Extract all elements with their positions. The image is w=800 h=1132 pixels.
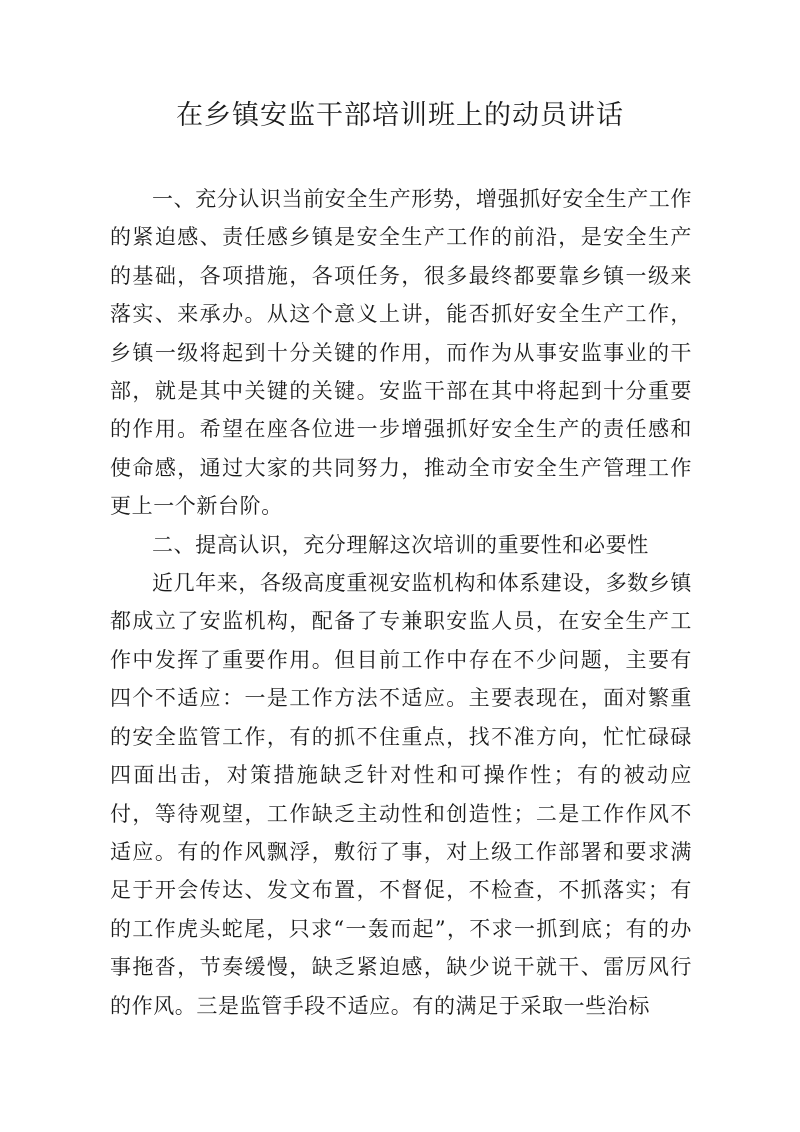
paragraph-3: 近几年来，各级高度重视安监机构和体系建设，多数乡镇都成立了安监机构，配备了专兼职安监人员，在安全生产工作中发挥了重要作用。但目前工作中存在不少问题，主要有四个不适应：一是工作方法不适应。主要表现在，面对繁重的安全监管工作，有的抓不住重点，找不准方向，忙忙碌碌四面出击，对策措施缺乏针对性和可操作性；有的被动应付，等待观望，工作缺乏主动性和创造性；二是工作作风不适应。有的作风飘浮，敷衍了事，对上级工作部署和要求满足于开会传达、发文布置，不督促，不检查，不抓落实；有的工作虎头蛇尾，只求“一轰而起”，不求一抓到底；有的办事拖沓，节奏缓慢，缺乏紧迫感，缺少说干就干、雷厉风行的作风。三是监管手段不适应。有的满足于采取一些治标 (110, 571, 692, 1018)
document-title: 在乡镇安监干部培训班上的动员讲话 (176, 100, 624, 131)
document-body (110, 180, 692, 1025)
paragraph-2: 二、提高认识，充分理解这次培训的重要性和必要性 (152, 532, 649, 557)
paragraph-1: 一、充分认识当前安全生产形势，增强抓好安全生产工作的紧迫感、责任感乡镇是安全生产工作的前沿，是安全生产的基础，各项措施，各项任务，很多最终都要靠乡镇一级来落实、来承办。从这个意义上讲，能否抓好安全生产工作，乡镇一级将起到十分关键的作用，而作为从事安监事业的干部，就是其中关键的关键。安监干部在其中将起到十分重要的作用。希望在座各位进一步增强抓好安全生产的责任感和使命感，通过大家的共同努力，推动全市安全生产管理工作更上一个新台阶。 (110, 187, 692, 519)
